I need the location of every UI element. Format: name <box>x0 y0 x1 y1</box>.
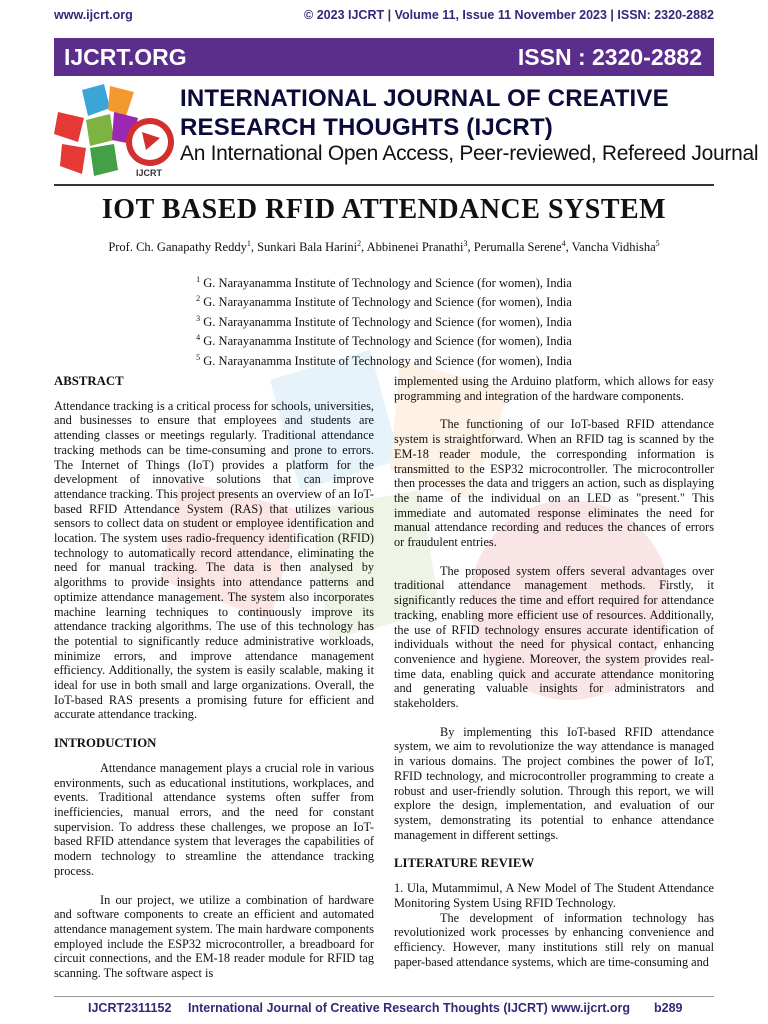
affiliation-list <box>0 272 768 369</box>
journal-subtitle: An International Open Access, Peer-reviewed, Refereed Journal <box>180 142 759 165</box>
ijcrt-logo-icon <box>52 82 176 182</box>
body-paragraph: The proposed system offers several advantages over traditional attendance management methods. Firstly, it significantly reduces the time and effort required for attendance tracking, enabling more efficient use of resources. Additionally, the use of RFID technology ensures accurate identification of individuals without the need for physical contact, enhancing convenience and hygiene. Moreover, the system provides real-time data, enabling quick and accurate attendance monitoring and generating valuable insights for administrators and stakeholders. <box>394 563 714 711</box>
banner-site: IJCRT.ORG <box>64 44 187 70</box>
introduction-paragraph: Attendance management plays a crucial role in various environments, such as educational institutions, workplaces, and events. Traditional attendance systems often suffer from inefficiencies, manual errors, and the need for constant supervision. To address these challenges, we propose an IoT-based RFID attendance system that leverages the capabilities of modern technology to streamline the attendance tracking process. <box>54 760 374 878</box>
body-paragraph: By implementing this IoT-based RFID attendance system, we aim to revolutionize the way attendance is managed in various domains. The project combines the power of IoT, RFID technology, and microcontroller programming to create a robust and user-friendly solution. Through this report, we will explore the design, implementation, and evaluation of our system, demonstrating its potential to enhance attendance management in different settings. <box>394 724 714 842</box>
header-site-link[interactable]: www.ijcrt.org <box>54 8 133 22</box>
journal-title-line1: INTERNATIONAL JOURNAL OF CREATIVE <box>180 85 669 112</box>
body-paragraph: The functioning of our IoT-based RFID attendance system is straightforward. When an RFID tag is scanned by the EM-18 reader module, the corresponding information is transmitted to the ESP32 microcontroller. The microcontroller then processes the data and triggers an action, such as displaying the name of the individual on an LED as "present." This immediate and automated response eliminates the need for manual attendance recording and reduces the chances of errors or fraudulent entries. <box>394 417 714 550</box>
body-paragraph: implemented using the Arduino platform, which allows for easy programming and integration of the hardware components. <box>394 374 714 403</box>
introduction-paragraph: In our project, we utilize a combination of hardware and software components to create an efficient and automated attendance management system. The main hardware components employed include the ESP32 microcontroller, a breadboard for circuit connections, and the EM-18 reader module for RFID tag scanning. The software aspect is <box>54 892 374 981</box>
paper-title: IOT BASED RFID ATTENDANCE SYSTEM <box>101 194 667 225</box>
author: Vancha Vidhisha <box>571 240 656 255</box>
logo-text: IJCRT <box>136 168 163 178</box>
header-divider <box>54 184 714 186</box>
header-issue-info: © 2023 IJCRT | Volume 11, Issue 11 November 2023 | ISSN: 2320-2882 <box>304 8 714 22</box>
author: Abbinenei Pranathi <box>366 240 464 255</box>
affiliation: $^3$ G. Narayanamma Institute of Technology and Science (for women), India <box>196 313 572 330</box>
literature-review-heading: LITERATURE REVIEW <box>394 856 535 871</box>
author: Perumalla Serene <box>473 240 562 255</box>
affiliation: $^5$ G. Narayanamma Institute of Technology and Science (for women), India <box>196 352 572 368</box>
footer-page-number: b289 <box>654 1001 683 1015</box>
right-column <box>394 374 714 983</box>
abstract-text: Attendance tracking is a critical process for schools, universities, and businesses to ensure that employees and students are attending classes or meetings regularly. Traditional attendance tracking methods can be time-consuming and prone to errors. The Internet of Things (IoT) provides a platform for the development of innovative solutions that can improve attendance tracking. This project presents an overview of an IoT-based RFID Attendance System (RAS) that utilizes various sensors to collect data on student or employee identification and location. The system uses radio-frequency identification (RFID) technology to automatically record attendance, eliminating the need for manual tracking. The data is then analysed by algorithms to provide insights into attendance patterns and optimize attendance management. The system also incorporates machine learning techniques to continuously improve its attendance tracking algorithms. The use of this technology has the potential to significantly reduce administrative workloads, minimize errors, and improve attendance management efficiency. Additionally, the system is easily scalable, making it ideal for use in both small and large organizations. Overall, the IoT-based RAS presents a promising future for efficient and accurate attendance tracking. <box>54 398 374 722</box>
author: Prof. Ch. Ganapathy Reddy <box>108 240 247 255</box>
page-footer <box>54 996 714 1019</box>
author: Sunkari Bala Harini <box>257 240 358 255</box>
journal-banner <box>54 38 714 76</box>
abstract-heading: ABSTRACT <box>54 374 124 388</box>
journal-title <box>180 84 669 142</box>
affiliation: $^1$ G. Narayanamma Institute of Technology and Science (for women), India <box>196 275 572 291</box>
journal-title-line2: RESEARCH THOUGHTS (IJCRT) <box>180 114 554 141</box>
introduction-heading: INTRODUCTION <box>54 736 157 751</box>
footer-journal: International Journal of Creative Research Thoughts (IJCRT) www.ijcrt.org <box>188 1001 630 1015</box>
affiliation: $^2$ G. Narayanamma Institute of Technology and Science (for women), India <box>196 294 572 310</box>
literature-paragraph: The development of information technology has revolutionized work processes by enhancing convenience and efficiency. However, many institutions still rely on manual paper-based attendance systems, which are time-consuming and <box>394 910 714 969</box>
author-list: Prof. Ch. Ganapathy Reddy$^1$, Sunkari Bala Harini$^2$, Abbinenei Pranathi$^3$, Perumalla Serene$^4$, Vancha Vidhisha$^5$ <box>108 239 660 255</box>
affiliation: $^4$ G. Narayanamma Institute of Technology and Science (for women), India <box>196 333 572 349</box>
left-column <box>54 374 374 995</box>
page-header <box>0 0 768 30</box>
literature-item: 1. Ula, Mutammimul, A New Model of The Student Attendance Monitoring System Using RFID Technology. <box>394 881 714 910</box>
banner-issn: ISSN : 2320-2882 <box>517 44 702 70</box>
footer-paper-id: IJCRT2311152 <box>88 1001 172 1015</box>
